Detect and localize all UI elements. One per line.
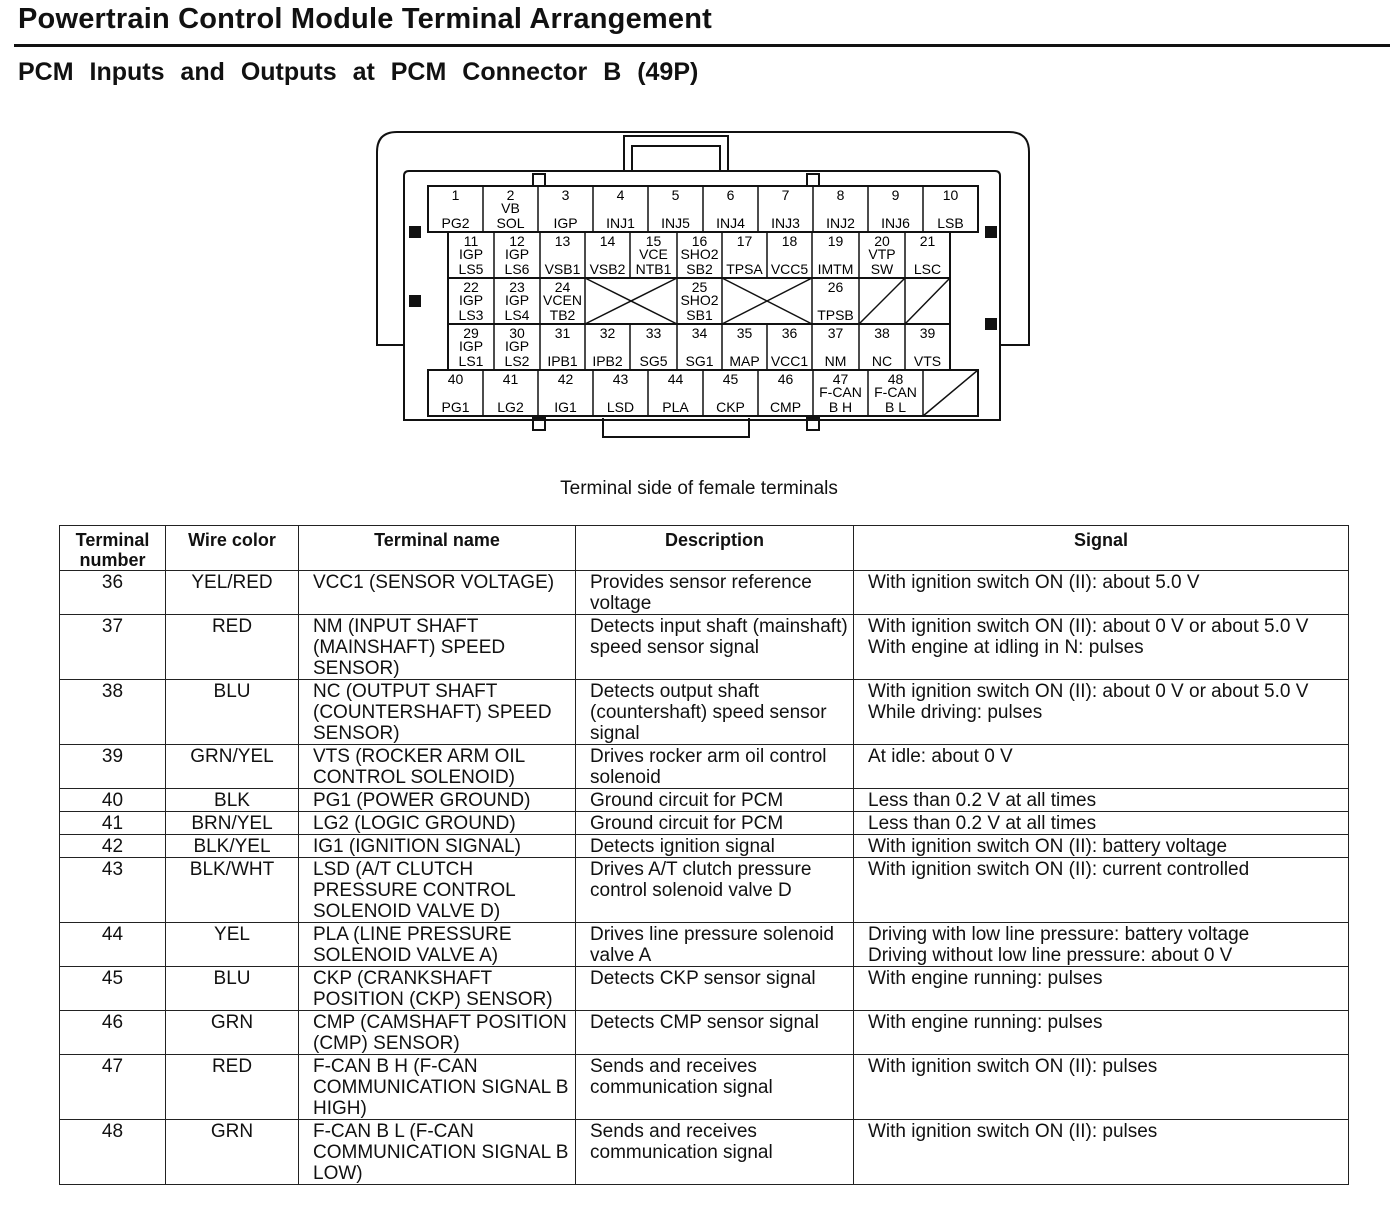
pin-number: 39 bbox=[919, 325, 936, 341]
pin-label: IGP bbox=[504, 292, 530, 308]
table-row bbox=[60, 835, 1349, 858]
pin-number: 29 bbox=[463, 325, 479, 341]
pin-label: IGP bbox=[504, 246, 530, 262]
pin-number: 3 bbox=[561, 187, 570, 203]
description-cell: Provides sensor reference voltage bbox=[576, 571, 854, 615]
pin-label: SW bbox=[870, 261, 894, 277]
terminal-number-cell: 42 bbox=[60, 835, 166, 858]
signal-cell: With ignition switch ON (II): about 5.0 V bbox=[854, 571, 1349, 615]
table-row bbox=[60, 858, 1349, 923]
pin-number: 30 bbox=[509, 325, 525, 341]
wire-color-cell: GRN/YEL bbox=[166, 745, 299, 789]
pin-number: 5 bbox=[671, 187, 680, 203]
pin-label: SB2 bbox=[686, 261, 713, 277]
pin-label: SG1 bbox=[685, 353, 714, 369]
pin-label: VCC5 bbox=[770, 261, 809, 277]
terminal-name-cell: VTS (ROCKER ARM OIL CONTROL SOLENOID) bbox=[299, 745, 576, 789]
terminal-name-cell: F-CAN B H (F-CAN COMMUNICATION SIGNAL B HIGH) bbox=[299, 1055, 576, 1120]
terminal-name-cell: CMP (CAMSHAFT POSITION (CMP) SENSOR) bbox=[299, 1011, 576, 1055]
pin-label: LS2 bbox=[504, 353, 530, 369]
pin-label: IGP bbox=[458, 246, 484, 262]
pin-number: 22 bbox=[463, 279, 479, 295]
pin-label: INJ1 bbox=[606, 215, 635, 231]
pin-number: 15 bbox=[645, 233, 662, 249]
pin-number: 11 bbox=[463, 233, 479, 249]
terminal-name-cell: CKP (CRANKSHAFT POSITION (CKP) SENSOR) bbox=[299, 967, 576, 1011]
signal-cell: With engine running: pulses bbox=[854, 1011, 1349, 1055]
signal-cell: With ignition switch ON (II): about 0 V or about 5.0 V While driving: pulses bbox=[854, 680, 1349, 745]
pin-label: IGP bbox=[458, 292, 484, 308]
pin-number: 12 bbox=[509, 233, 525, 249]
description-cell: Sends and receives communication signal bbox=[576, 1120, 854, 1185]
pin-number: 44 bbox=[667, 371, 684, 387]
wire-color-cell: BLU bbox=[166, 680, 299, 745]
signal-cell: At idle: about 0 V bbox=[854, 745, 1349, 789]
polarity-marker bbox=[985, 318, 997, 330]
pin-number: 1 bbox=[451, 187, 460, 203]
pin-label: LS1 bbox=[458, 353, 484, 369]
pin-number: 20 bbox=[874, 233, 890, 249]
wire-color-cell: BLK/WHT bbox=[166, 858, 299, 923]
signal-cell: With ignition switch ON (II): pulses bbox=[854, 1120, 1349, 1185]
table-row bbox=[60, 1011, 1349, 1055]
table-row bbox=[60, 923, 1349, 967]
pin-number: 43 bbox=[612, 371, 629, 387]
terminal-name-cell: LSD (A/T CLUTCH PRESSURE CONTROL SOLENOID VALVE D) bbox=[299, 858, 576, 923]
polarity-marker bbox=[409, 226, 421, 238]
pin-label: B H bbox=[828, 399, 853, 415]
pin-label: INJ2 bbox=[826, 215, 855, 231]
signal-cell: With ignition switch ON (II): battery voltage bbox=[854, 835, 1349, 858]
pin-label: VTS bbox=[913, 353, 942, 369]
signal-cell: With ignition switch ON (II): current controlled bbox=[854, 858, 1349, 923]
connector-diagram bbox=[0, 0, 1398, 470]
pin-label: LSD bbox=[606, 399, 635, 415]
terminal-name-cell: NC (OUTPUT SHAFT (COUNTERSHAFT) SPEED SENSOR) bbox=[299, 680, 576, 745]
terminal-number-cell: 38 bbox=[60, 680, 166, 745]
pin-number: 16 bbox=[691, 233, 708, 249]
pin-number: 9 bbox=[891, 187, 900, 203]
wire-color-cell: RED bbox=[166, 1055, 299, 1120]
pin-number: 25 bbox=[691, 279, 708, 295]
signal-cell: With ignition switch ON (II): pulses bbox=[854, 1055, 1349, 1120]
pin-label: LSB bbox=[937, 215, 964, 231]
pin-label: F-CAN bbox=[874, 384, 917, 400]
pin-number: 2 bbox=[506, 187, 515, 203]
pin-number: 17 bbox=[736, 233, 753, 249]
terminal-number-cell: 37 bbox=[60, 615, 166, 680]
terminal-table bbox=[59, 525, 1349, 1185]
pin-label: TB2 bbox=[549, 307, 576, 323]
description-cell: Ground circuit for PCM bbox=[576, 812, 854, 835]
polarity-marker bbox=[409, 295, 421, 307]
wire-color-cell: BLK/YEL bbox=[166, 835, 299, 858]
terminal-number-cell: 41 bbox=[60, 812, 166, 835]
terminal-number-cell: 44 bbox=[60, 923, 166, 967]
pin-number: 41 bbox=[502, 371, 519, 387]
terminal-name-cell: IG1 (IGNITION SIGNAL) bbox=[299, 835, 576, 858]
pin-number: 10 bbox=[942, 187, 959, 203]
header-wire-color: Wire color bbox=[166, 526, 299, 571]
pin-label: TPSA bbox=[726, 261, 763, 277]
pin-label: INJ4 bbox=[716, 215, 745, 231]
pin-label: CMP bbox=[769, 399, 802, 415]
pin-number: 19 bbox=[827, 233, 844, 249]
table-row bbox=[60, 967, 1349, 1011]
pin-label: SHO2 bbox=[680, 292, 719, 308]
wire-color-cell: GRN bbox=[166, 1120, 299, 1185]
page-title: Powertrain Control Module Terminal Arrangement bbox=[18, 3, 712, 35]
description-cell: Detects CMP sensor signal bbox=[576, 1011, 854, 1055]
terminal-number-cell: 39 bbox=[60, 745, 166, 789]
pin-number: 40 bbox=[447, 371, 464, 387]
terminal-name-cell: LG2 (LOGIC GROUND) bbox=[299, 812, 576, 835]
signal-cell: With engine running: pulses bbox=[854, 967, 1349, 1011]
terminal-number-cell: 46 bbox=[60, 1011, 166, 1055]
pin-number: 32 bbox=[599, 325, 616, 341]
pin-number: 47 bbox=[832, 371, 849, 387]
pin-label: VCEN bbox=[543, 292, 582, 308]
wire-color-cell: YEL bbox=[166, 923, 299, 967]
pin-label: VTP bbox=[868, 246, 896, 262]
terminal-name-cell: NM (INPUT SHAFT (MAINSHAFT) SPEED SENSOR) bbox=[299, 615, 576, 680]
description-cell: Drives A/T clutch pressure control solenoid valve D bbox=[576, 858, 854, 923]
table-row bbox=[60, 1055, 1349, 1120]
pin-number: 4 bbox=[616, 187, 625, 203]
table-row bbox=[60, 789, 1349, 812]
pin-label: PG1 bbox=[441, 399, 470, 415]
diagram-caption: Terminal side of female terminals bbox=[560, 478, 838, 499]
terminal-number-cell: 43 bbox=[60, 858, 166, 923]
pin-label: IGP bbox=[504, 338, 530, 354]
wire-color-cell: BRN/YEL bbox=[166, 812, 299, 835]
description-cell: Detects ignition signal bbox=[576, 835, 854, 858]
description-cell: Sends and receives communication signal bbox=[576, 1055, 854, 1120]
pin-label: LS4 bbox=[504, 307, 530, 323]
terminal-number-cell: 36 bbox=[60, 571, 166, 615]
pin-number: 26 bbox=[827, 279, 844, 295]
terminal-number-cell: 47 bbox=[60, 1055, 166, 1120]
header-signal: Signal bbox=[854, 526, 1349, 571]
pin-number: 21 bbox=[919, 233, 936, 249]
signal-cell: Driving with low line pressure: battery voltage Driving without low line pressure: about 0 V bbox=[854, 923, 1349, 967]
terminal-name-cell: PG1 (POWER GROUND) bbox=[299, 789, 576, 812]
wire-color-cell: GRN bbox=[166, 1011, 299, 1055]
pin-label: TPSB bbox=[817, 307, 854, 323]
terminal-name-cell: PLA (LINE PRESSURE SOLENOID VALVE A) bbox=[299, 923, 576, 967]
table-header-row bbox=[60, 526, 1349, 571]
signal-cell: With ignition switch ON (II): about 0 V or about 5.0 V With engine at idling in N: pulses bbox=[854, 615, 1349, 680]
table-row bbox=[60, 812, 1349, 835]
pin-number: 8 bbox=[836, 187, 845, 203]
pin-number: 33 bbox=[645, 325, 662, 341]
pin-label: LS6 bbox=[504, 261, 530, 277]
header-description: Description bbox=[576, 526, 854, 571]
pin-label: IPB2 bbox=[592, 353, 623, 369]
pin-label: PLA bbox=[662, 399, 689, 415]
description-cell: Drives line pressure solenoid valve A bbox=[576, 923, 854, 967]
pin-number: 37 bbox=[827, 325, 844, 341]
pin-label: VSB2 bbox=[589, 261, 626, 277]
table-row bbox=[60, 571, 1349, 615]
pin-label: SHO2 bbox=[680, 246, 719, 262]
terminal-number-cell: 48 bbox=[60, 1120, 166, 1185]
pin-label: VCE bbox=[639, 246, 668, 262]
table-row bbox=[60, 1120, 1349, 1185]
pin-label: NTB1 bbox=[635, 261, 672, 277]
pin-label: VSB1 bbox=[544, 261, 581, 277]
pin-number: 24 bbox=[554, 279, 571, 295]
description-cell: Ground circuit for PCM bbox=[576, 789, 854, 812]
description-cell: Drives rocker arm oil control solenoid bbox=[576, 745, 854, 789]
description-cell: Detects input shaft (mainshaft) speed sensor signal bbox=[576, 615, 854, 680]
pin-label: LS3 bbox=[458, 307, 484, 323]
table-row bbox=[60, 745, 1349, 789]
pin-number: 31 bbox=[554, 325, 571, 341]
wire-color-cell: BLU bbox=[166, 967, 299, 1011]
pin-label: LSC bbox=[913, 261, 942, 277]
page-subtitle: PCM Inputs and Outputs at PCM Connector B (49P) bbox=[18, 58, 699, 86]
wire-color-cell: YEL/RED bbox=[166, 571, 299, 615]
header-terminal-name: Terminal name bbox=[299, 526, 576, 571]
pin-number: 14 bbox=[599, 233, 616, 249]
pin-number: 13 bbox=[554, 233, 571, 249]
pin-label: B L bbox=[884, 399, 907, 415]
terminal-number-cell: 40 bbox=[60, 789, 166, 812]
terminal-number-cell: 45 bbox=[60, 967, 166, 1011]
pin-label: INJ6 bbox=[881, 215, 910, 231]
wire-color-cell: RED bbox=[166, 615, 299, 680]
pin-label: SB1 bbox=[686, 307, 713, 323]
pin-label: IGP bbox=[458, 338, 484, 354]
pin-label: NM bbox=[824, 353, 847, 369]
pin-label: IMTM bbox=[817, 261, 854, 277]
pin-label: NC bbox=[871, 353, 893, 369]
key-tab bbox=[533, 174, 545, 186]
terminal-name-cell: VCC1 (SENSOR VOLTAGE) bbox=[299, 571, 576, 615]
pin-number: 45 bbox=[722, 371, 739, 387]
pin-label: CKP bbox=[716, 399, 745, 415]
pin-number: 38 bbox=[874, 325, 890, 341]
table-row bbox=[60, 680, 1349, 745]
connector-latch-top bbox=[624, 136, 728, 171]
pin-label: IPB1 bbox=[547, 353, 578, 369]
pin-label: INJ5 bbox=[661, 215, 690, 231]
pin-number: 46 bbox=[777, 371, 794, 387]
pin-number: 34 bbox=[691, 325, 708, 341]
signal-cell: Less than 0.2 V at all times bbox=[854, 812, 1349, 835]
pin-label: IG1 bbox=[554, 399, 577, 415]
pin-number: 7 bbox=[781, 187, 790, 203]
pin-number: 6 bbox=[726, 187, 735, 203]
polarity-marker bbox=[985, 226, 997, 238]
pin-number: 18 bbox=[781, 233, 798, 249]
pin-label: LS5 bbox=[458, 261, 484, 277]
pin-number: 42 bbox=[557, 371, 574, 387]
description-cell: Detects CKP sensor signal bbox=[576, 967, 854, 1011]
key-tab bbox=[807, 174, 819, 186]
pin-label: INJ3 bbox=[771, 215, 800, 231]
pin-number: 48 bbox=[887, 371, 904, 387]
terminal-name-cell: F-CAN B L (F-CAN COMMUNICATION SIGNAL B LOW) bbox=[299, 1120, 576, 1185]
pin-label: SG5 bbox=[639, 353, 668, 369]
pin-label: LG2 bbox=[497, 399, 524, 415]
pin-label: VB bbox=[501, 200, 520, 216]
signal-cell: Less than 0.2 V at all times bbox=[854, 789, 1349, 812]
header-terminal-number: Terminal number bbox=[60, 526, 166, 571]
pin-label: IGP bbox=[553, 215, 578, 231]
pin-label: VCC1 bbox=[770, 353, 809, 369]
table-row bbox=[60, 615, 1349, 680]
description-cell: Detects output shaft (countershaft) speed sensor signal bbox=[576, 680, 854, 745]
pin-label: MAP bbox=[729, 353, 760, 369]
pin-number: 35 bbox=[736, 325, 753, 341]
pin-label: PG2 bbox=[441, 215, 470, 231]
wire-color-cell: BLK bbox=[166, 789, 299, 812]
pin-number: 23 bbox=[509, 279, 525, 295]
pin-label: SOL bbox=[496, 215, 525, 231]
pin-number: 36 bbox=[781, 325, 798, 341]
pin-label: F-CAN bbox=[819, 384, 862, 400]
